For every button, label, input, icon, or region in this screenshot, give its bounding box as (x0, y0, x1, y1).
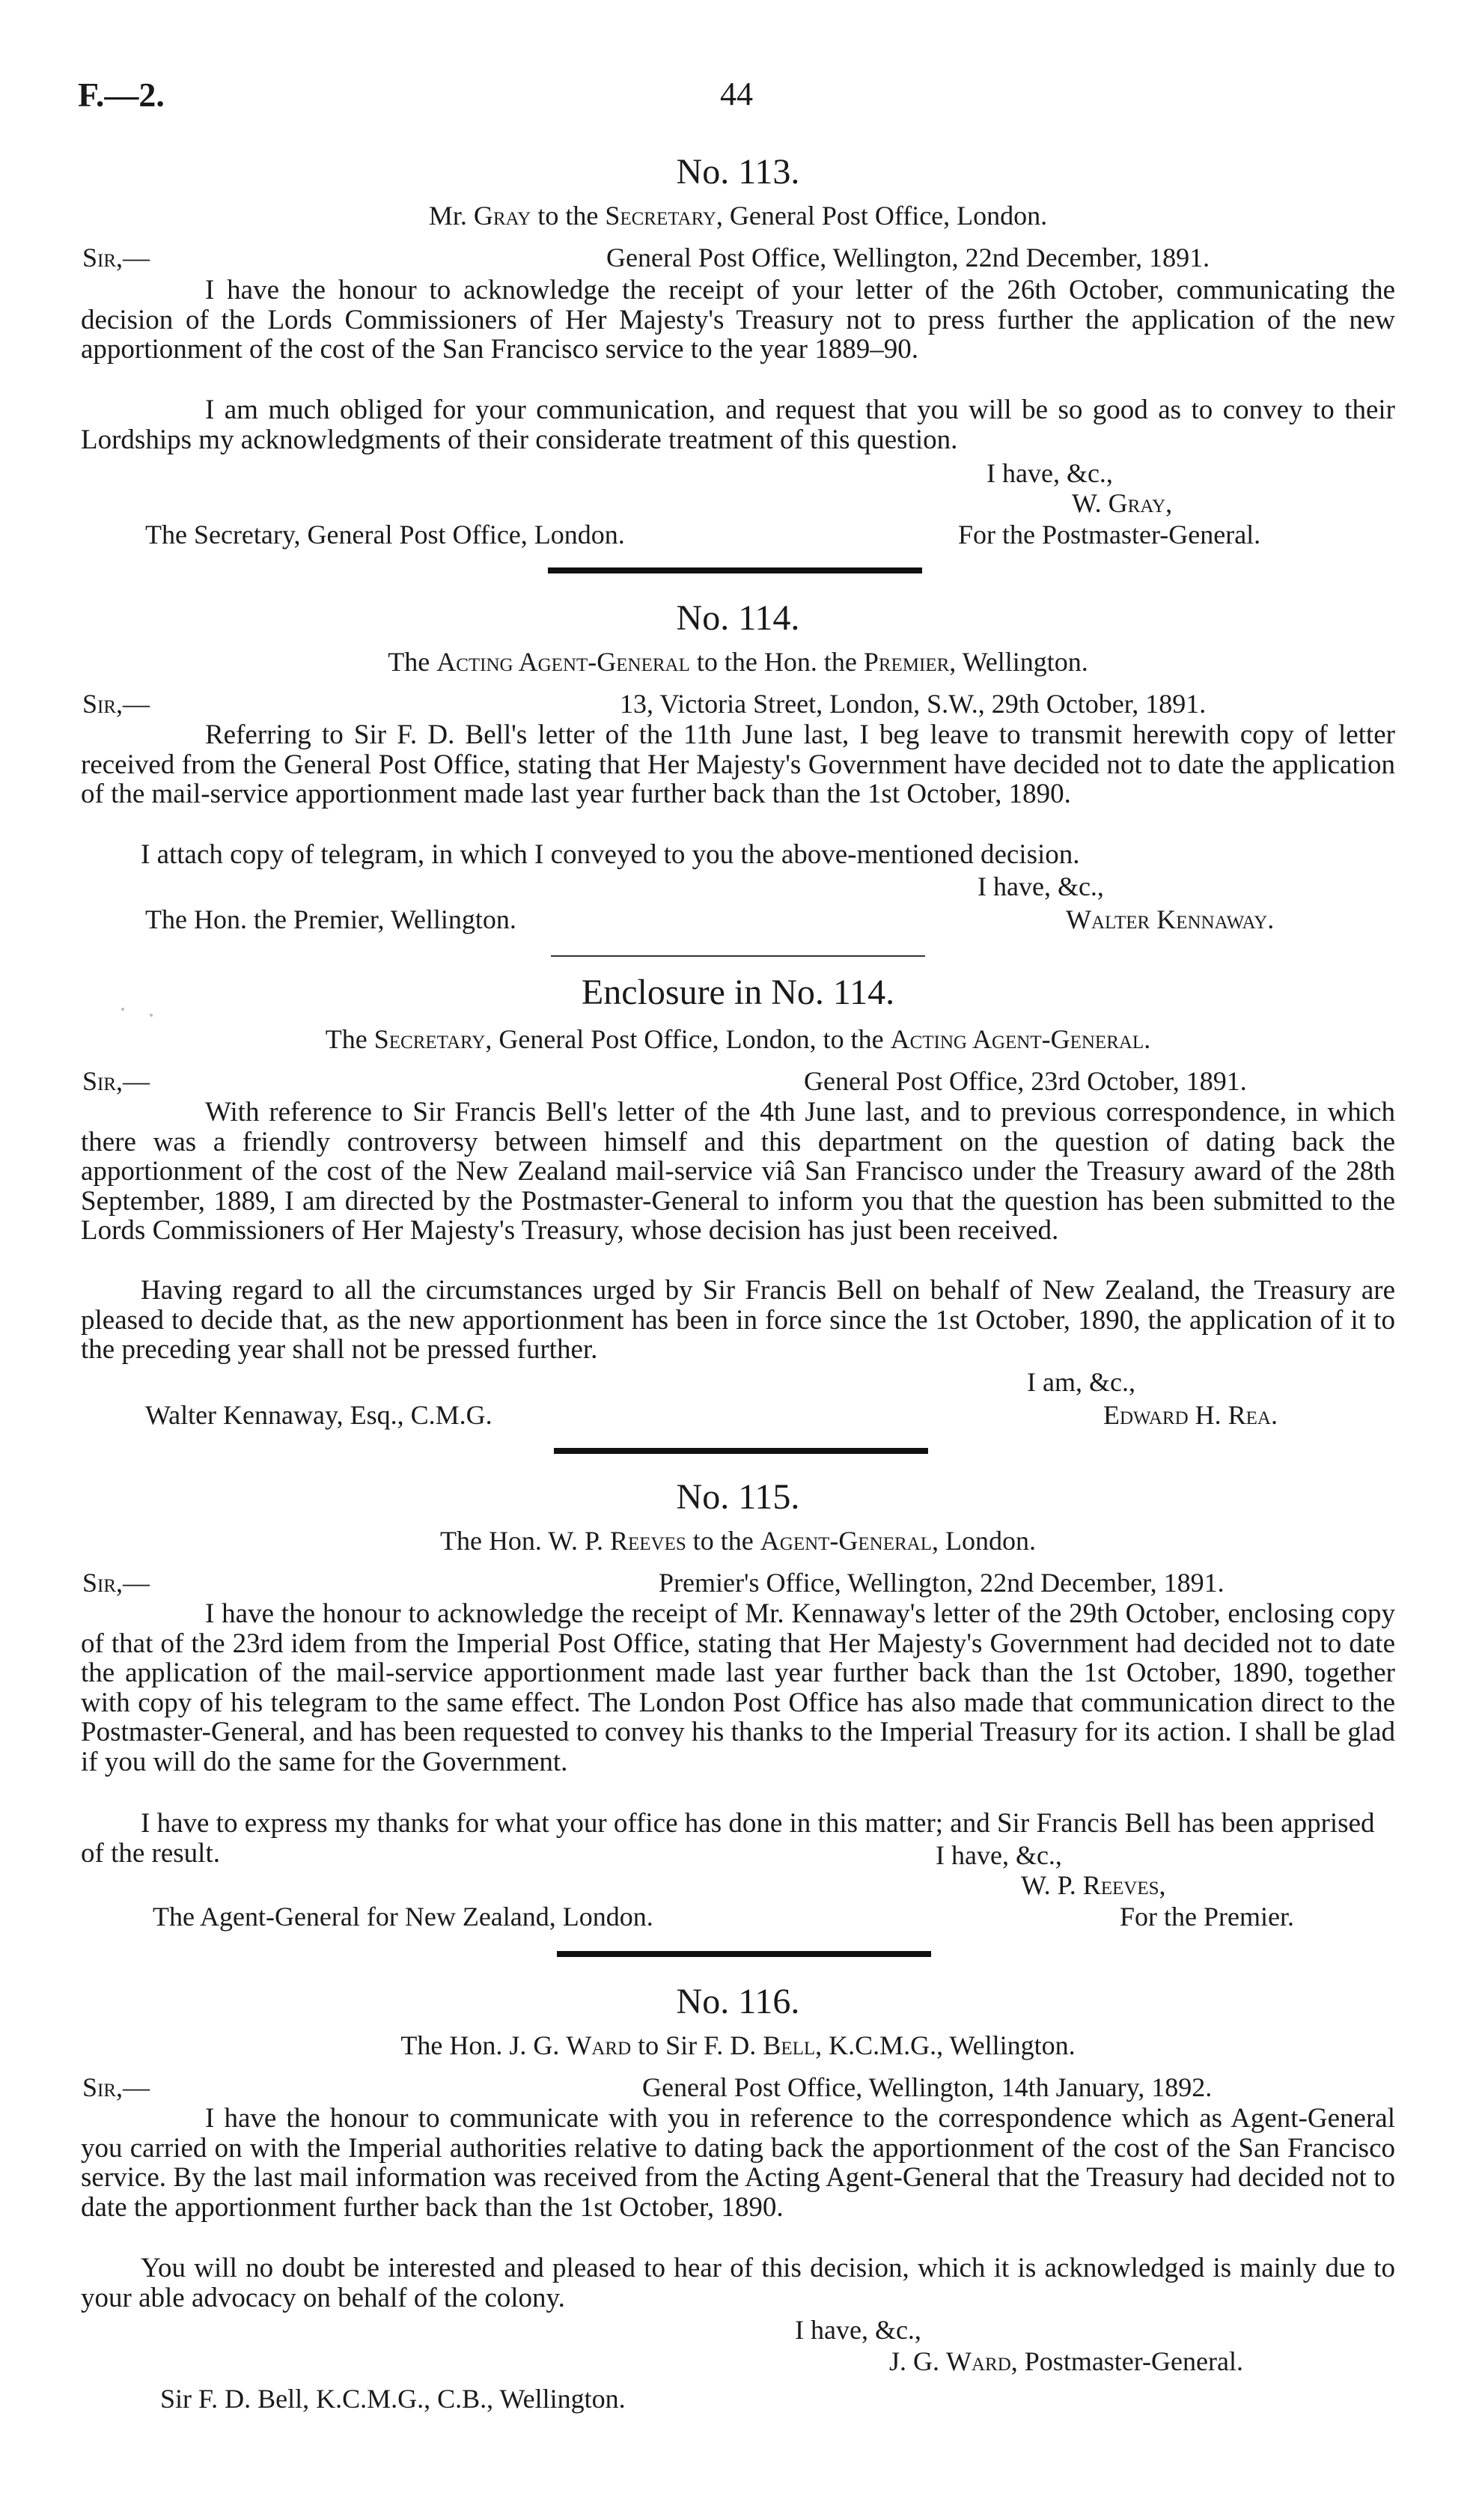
document-reference: F.—2. (78, 76, 165, 114)
letter-subhead: The Hon. W. P. Reeves to the Agent-General, London. (439, 1526, 1037, 1556)
paragraph: With reference to Sir Francis Bell's letter of the 4th June last, and to previous correspondence, in which there was a friendly controversy between himself and this department on the question of dating back the apportionment of the cost of the New Zealand mail-service viâ San Francisco under the Treasury award of the 28th September, 1889, I am directed by the Postmaster-General to inform you that the question has been submitted to the Lords Commissioners of Her Majesty's Treasury, whose decision has just been received. (81, 1097, 1395, 1246)
paragraph: I attach copy of telegram, in which I conveyed to you the above-mentioned decision. (141, 839, 1080, 870)
addressee: The Agent-General for New Zealand, London. (153, 1902, 653, 1932)
section-divider (548, 567, 922, 573)
signature: Walter Kennaway. (1066, 904, 1275, 934)
letter-number: No. 113. (676, 152, 800, 192)
dateline: 13, Victoria Street, London, S.W., 29th October, 1891. (620, 689, 1207, 719)
paragraph: You will no doubt be interested and pleased to hear of this decision, which it is acknowledged is mainly due to your able advocacy on behalf of the colony. (81, 2253, 1395, 2313)
paragraph: Referring to Sir F. D. Bell's letter of the 11th June last, I beg leave to transmit herewith copy of letter received from the General Post Office, stating that Her Majesty's Government have decided not to date the application of the mail-service apportionment made last year further back than the 1st October, 1890. (81, 719, 1395, 809)
dateline: General Post Office, Wellington, 22nd December, 1891. (606, 243, 1210, 273)
closing: I have, &c., (978, 871, 1104, 901)
addressee: Walter Kennaway, Esq., C.M.G. (145, 1400, 492, 1430)
letter-number: No. 116. (676, 1982, 800, 2021)
page-number: 44 (720, 76, 753, 112)
dateline: General Post Office, 23rd October, 1891. (804, 1066, 1247, 1096)
letter-number: No. 115. (676, 1477, 800, 1517)
signature-title: For the Premier. (1120, 1902, 1294, 1932)
dateline: General Post Office, Wellington, 14th January, 1892. (642, 2072, 1213, 2102)
signature-title: For the Postmaster-General. (958, 520, 1261, 550)
closing: I have, &c., (795, 2315, 921, 2345)
paragraph: I have the honour to acknowledge the receipt of Mr. Kennaway's letter of the 29th October, enclosing copy of that of the 23rd idem from the Imperial Post Office, stating that Her Majesty's Government had decided not to date the application of the mail-service apportionment made last year further back than the 1st October, 1890, together with copy of his telegram to the same effect. The London Post Office has also made that communication direct to the Postmaster-General, and has been requested to convey his thanks to the Imperial Treasury for its action. I shall be glad if you will do the same for the Government. (81, 1598, 1395, 1777)
salutation: Sir,— (82, 1568, 150, 1598)
signature: J. G. Ward, Postmaster-General. (889, 2346, 1243, 2376)
section-divider (557, 1951, 931, 1957)
blemish (150, 1014, 153, 1017)
closing: I am, &c., (1027, 1367, 1135, 1397)
section-divider (554, 1448, 928, 1454)
paragraph: I am much obliged for your communication, and request that you will be so good as to convey to their Lordships my acknowledgments of their considerate treatment of this question. (81, 395, 1395, 455)
paragraph: I have the honour to communicate with you in reference to the correspondence which as Agent-General you carried on with the Imperial authorities relative to dating back the apportionment of the cost of the San Francisco service. By the last mail information was received from the Acting Agent-General that the Treasury had decided not to date the apportionment further back than the 1st October, 1890. (81, 2103, 1395, 2223)
letter-number: Enclosure in No. 114. (581, 973, 895, 1012)
paragraph: Having regard to all the circumstances urged by Sir Francis Bell on behalf of New Zealand, the Treasury are pleased to decide that, as the new apportionment has been in force since the 1st October, 1890, the application of it to the preceding year shall not be pressed further. (81, 1275, 1395, 1365)
dateline: Premier's Office, Wellington, 22nd December, 1891. (659, 1568, 1225, 1598)
letter-subhead: The Acting Agent-General to the Hon. the Premier, Wellington. (388, 647, 1088, 677)
salutation: Sir,— (82, 2072, 150, 2102)
signature: W. Gray, (1072, 488, 1173, 518)
salutation: Sir,— (82, 1066, 150, 1096)
blemish (121, 1008, 124, 1011)
closing: I have, &c., (986, 458, 1113, 488)
salutation: Sir,— (82, 243, 150, 273)
closing: I have, &c., (936, 1840, 1062, 1870)
addressee: The Hon. the Premier, Wellington. (145, 904, 516, 934)
salutation: Sir,— (82, 689, 150, 719)
letter-subhead: Mr. Gray to the Secretary, General Post Office, London. (428, 201, 1048, 231)
addressee: The Secretary, General Post Office, London. (145, 520, 625, 550)
signature: Edward H. Rea. (1103, 1400, 1278, 1430)
paragraph: I have the honour to acknowledge the receipt of your letter of the 26th October, communicating the decision of the Lords Commissioners of Her Majesty's Treasury not to press further the application of the new apportionment of the cost of the San Francisco service to the year 1889–90. (81, 275, 1395, 365)
section-divider (551, 955, 925, 957)
signature: W. P. Reeves, (1021, 1870, 1166, 1900)
letter-subhead: The Secretary, General Post Office, London, to the Acting Agent-General. (325, 1024, 1151, 1054)
letter-number: No. 114. (676, 598, 800, 638)
letter-subhead: The Hon. J. G. Ward to Sir F. D. Bell, K.C.M.G., Wellington. (400, 2030, 1076, 2060)
addressee: Sir F. D. Bell, K.C.M.G., C.B., Wellington. (160, 2384, 626, 2414)
paragraph: I have to express my thanks for what your office has done in this matter; and Sir Francis Bell has been apprised of the result. (81, 1808, 1375, 1869)
